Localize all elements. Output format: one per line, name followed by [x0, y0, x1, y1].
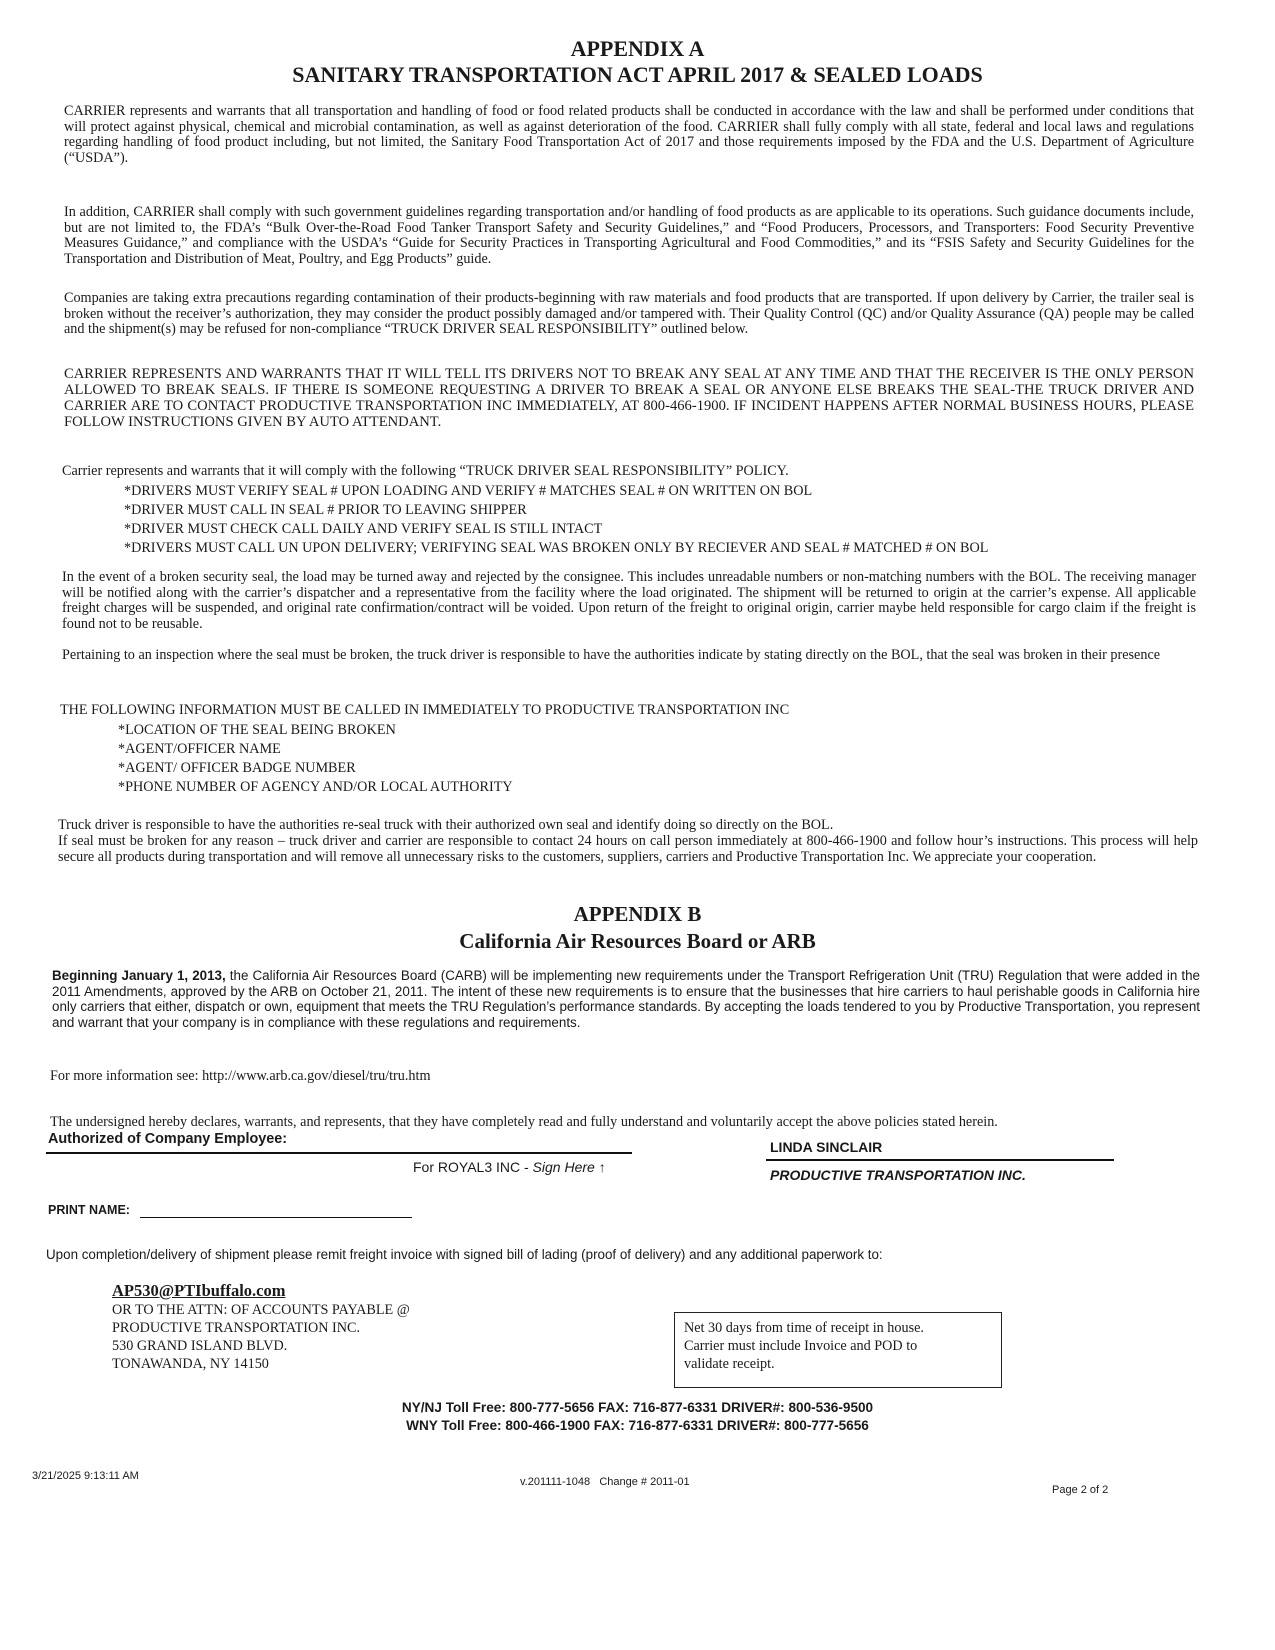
list-item: *DRIVER MUST CHECK CALL DAILY AND VERIFY SEAL IS STILL INTACT: [124, 521, 603, 537]
sign-here-company: For ROYAL3 INC -: [413, 1159, 533, 1175]
pti-company-name: PRODUCTIVE TRANSPORTATION INC.: [770, 1167, 1026, 1183]
pti-signer-name: LINDA SINCLAIR: [770, 1139, 883, 1155]
appendix-b-heading: APPENDIX B: [573, 902, 702, 926]
closing-line-1: Truck driver is responsible to have the authorities re-seal truck with their authorized own seal and identify doing so directly on the BOL.: [58, 817, 834, 833]
appendix-a-subheading: SANITARY TRANSPORTATION ACT APRIL 2017 & SEALED LOADS: [292, 62, 983, 87]
policy-intro: Carrier represents and warrants that it will comply with the following “TRUCK DRIVER SEAL RESPONSIBILITY” POLICY.: [62, 463, 789, 479]
appendix-a-para-2: In addition, CARRIER shall comply with such government guidelines regarding transportation and/or handling of food products as are applicable to its operations. Such guidance documents include, but are not limited to, the FDA’s “Bulk Over-the-Road Food Tanker Transport Safety and Security Guidelines,” and “Food Producers, Processors, and Transporters: Food Security Preventive Measures Guidance,” and compliance with the USDA’s “Guide for Security Practices in Transporting Agricultural and Food Commodities,” and its “FSIS Safety and Security Guidelines for the Transportation and Distribution of Meat, Poultry, and Egg Products” guide.: [64, 204, 1194, 267]
arb-paragraph-lead: Beginning January 1, 2013,: [52, 968, 226, 983]
declaration-line: The undersigned hereby declares, warrants, and represents, that they have completely read and fully understand and voluntarily accept the above policies stated herein.: [50, 1114, 998, 1130]
address-line: PRODUCTIVE TRANSPORTATION INC.: [112, 1320, 361, 1336]
terms-line: validate receipt.: [684, 1356, 775, 1372]
info-intro: THE FOLLOWING INFORMATION MUST BE CALLED IN IMMEDIATELY TO PRODUCTIVE TRANSPORTATION INC: [60, 702, 790, 718]
more-info-line: For more information see: http://www.arb.ca.gov/diesel/tru/tru.htm: [50, 1068, 431, 1084]
remit-address: [112, 1301, 410, 1373]
closing-paragraph: If seal must be broken for any reason – truck driver and carrier are responsible to contact 24 hours on call person immediately at 800-466-1900 and follow hour’s instructions. This process will help secure all products during transportation and will remove all unnecessary risks to the customers, suppliers, carriers and Productive Transportation Inc. We appreciate your cooperation.: [58, 833, 1198, 865]
list-item: *PHONE NUMBER OF AGENCY AND/OR LOCAL AUTHORITY: [118, 779, 513, 795]
list-item: *AGENT/ OFFICER BADGE NUMBER: [118, 760, 356, 776]
arb-paragraph: [52, 968, 1200, 1030]
page-number: Page 2 of 2: [1052, 1484, 1109, 1496]
footer-timestamp: 3/21/2025 9:13:11 AM: [32, 1470, 139, 1482]
appendix-b-subheading: California Air Resources Board or ARB: [459, 929, 816, 953]
remit-instruction: Upon completion/delivery of shipment please remit freight invoice with signed bill of lading (proof of delivery) and any additional paperwork to:: [46, 1247, 883, 1262]
terms-line: Net 30 days from time of receipt in house.: [684, 1320, 924, 1336]
sign-here-text: Sign Here: [532, 1159, 595, 1175]
appendix-a-para-3: Companies are taking extra precautions regarding contamination of their products-beginning with raw materials and food products that are transported. If upon delivery by Carrier, the trailer seal is broken without the receiver’s authorization, they may consider the product possibly damaged and/or tampered with. Their Quality Control (QC) and/or Quality Assurance (QA) people may be called and the shipment(s) may be refused for non-compliance “TRUCK DRIVER SEAL RESPONSIBILITY” outlined below.: [64, 290, 1194, 338]
remit-email[interactable]: AP530@PTIbuffalo.com: [112, 1281, 286, 1300]
address-line: OR TO THE ATTN: OF ACCOUNTS PAYABLE @: [112, 1302, 410, 1318]
footer-version: [520, 1476, 690, 1488]
authorized-employee-label: Authorized of Company Employee:: [48, 1131, 288, 1147]
change-text: Change # 2011-01: [599, 1476, 690, 1488]
contact-line-wny: WNY Toll Free: 800-466-1900 FAX: 716-877-6331 DRIVER#: 800-777-5656: [406, 1418, 869, 1433]
list-item: *DRIVERS MUST VERIFY SEAL # UPON LOADING AND VERIFY # MATCHES SEAL # ON WRITTEN ON BOL: [124, 483, 813, 499]
list-item: *DRIVER MUST CALL IN SEAL # PRIOR TO LEAVING SHIPPER: [124, 502, 527, 518]
version-text: v.201111-1048: [520, 1476, 591, 1488]
address-line: 530 GRAND ISLAND BLVD.: [112, 1338, 288, 1354]
address-line: TONAWANDA, NY 14150: [112, 1356, 269, 1372]
list-item: *AGENT/OFFICER NAME: [118, 741, 281, 757]
print-name-field[interactable]: [140, 1217, 412, 1218]
policy-list: [124, 482, 988, 558]
arb-paragraph-body: the California Air Resources Board (CARB) will be implementing new requirements under the Transport Refrigeration Unit (TRU) Regulation that were added in the 2011 Amendments, approved by the ARB on October 21, 2011. The intent of these new requirements is to ensure that the businesses that hire carriers to haul perishable goods in California hire only carriers that either, dispatch or own, equipment that meets the TRU Regulation’s performance standards. By accepting the loads tendered to you by Productive Transportation, you represent and warrant that your company is in compliance with these regulations and requirements.: [52, 968, 1200, 1030]
sign-here-label: [413, 1159, 606, 1175]
arrow-up-icon: ↑: [598, 1159, 606, 1175]
list-item: *LOCATION OF THE SEAL BEING BROKEN: [118, 722, 396, 738]
appendix-a-para-6: Pertaining to an inspection where the seal must be broken, the truck driver is responsible to have the authorities indicate by stating directly on the BOL, that the seal was broken in their presence: [62, 647, 1161, 663]
signature-line[interactable]: [46, 1152, 632, 1154]
appendix-a-heading: APPENDIX A: [570, 36, 705, 61]
pti-signature-line: [766, 1159, 1114, 1161]
info-list: [118, 721, 513, 797]
list-item: *DRIVERS MUST CALL UN UPON DELIVERY; VERIFYING SEAL WAS BROKEN ONLY BY RECIEVER AND SEAL # MATCHED # ON BOL: [124, 540, 989, 556]
terms-line: Carrier must include Invoice and POD to: [684, 1338, 918, 1354]
print-name-label: PRINT NAME:: [48, 1203, 130, 1217]
appendix-a-para-4: CARRIER REPRESENTS AND WARRANTS THAT IT WILL TELL ITS DRIVERS NOT TO BREAK ANY SEAL AT ANY TIME AND THAT THE RECEIVER IS THE ONLY PERSON ALLOWED TO BREAK SEALS. IF THERE IS SOMEONE REQUESTING A DRIVER TO BREAK A SEAL OR ANYONE ELSE BREAKS THE SEAL-THE TRUCK DRIVER AND CARRIER ARE TO CONTACT PRODUCTIVE TRANSPORTATION INC IMMEDIATELY, AT 800-466-1900. IF INCIDENT HAPPENS AFTER NORMAL BUSINESS HOURS, PLEASE FOLLOW INSTRUCTIONS GIVEN BY AUTO ATTENDANT.: [64, 366, 1194, 430]
appendix-a-para-1: CARRIER represents and warrants that all transportation and handling of food or food related products shall be conducted in accordance with the law and shall be performed under conditions that will protect against physical, chemical and microbial contamination, as well as against deterioration of the food. CARRIER shall fully comply with all state, federal and local laws and regulations regarding handling of food product including, but not limited, the Sanitary Food Transportation Act of 2017 and those requirements imposed by the FDA and the U.S. Department of Agriculture (“USDA”).: [64, 103, 1194, 166]
appendix-a-para-5: In the event of a broken security seal, the load may be turned away and rejected by the consignee. This includes unreadable numbers or non-matching numbers with the BOL. The receiving manager will be notified along with the carrier’s dispatcher and a representative from the facility where the load originated. The shipment will be returned to origin at the carrier’s expense. All applicable freight charges will be suspended, and original rate confirmation/contract will be voided. Upon return of the freight to original origin, carrier maybe held responsible for cargo claim if the freight is found not to be reusable.: [62, 569, 1196, 632]
payment-terms-box: [674, 1312, 1002, 1388]
contact-line-ny-nj: NY/NJ Toll Free: 800-777-5656 FAX: 716-877-6331 DRIVER#: 800-536-9500: [401, 1400, 874, 1415]
